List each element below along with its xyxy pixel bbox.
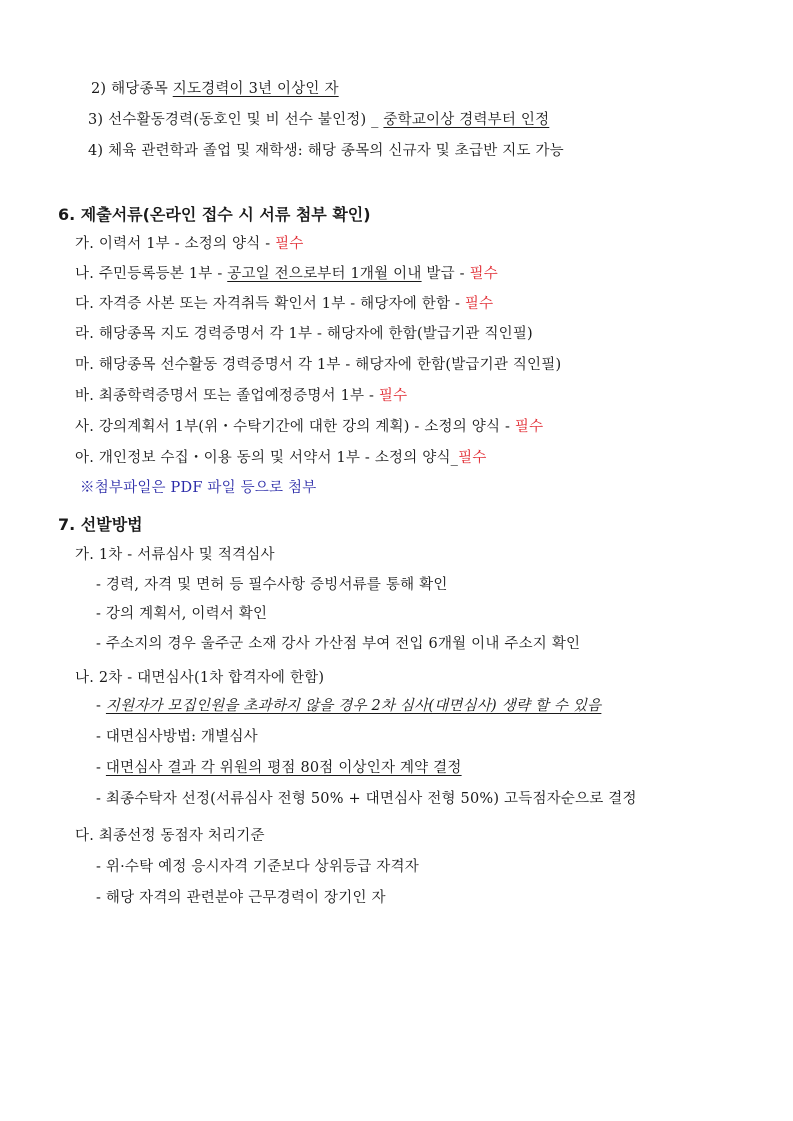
tiebreak-criteria: 다. 최종선정 동점자 처리기준 [75, 828, 265, 844]
required-label: 필수 [469, 266, 498, 282]
tiebreak-item: - 해당 자격의 관련분야 근무경력이 장기인 자 [96, 890, 386, 906]
section-7-title: 7. 선발방법 [58, 515, 143, 534]
required-label: 필수 [275, 236, 304, 252]
document-item-da [75, 294, 493, 314]
dash: - [96, 760, 106, 776]
document-item-sa-text: 사. 강의계획서 1부(위・수탁기간에 대한 강의 계획) - 소정의 양식 - [75, 419, 515, 435]
document-item-na-underlined: 공고일 전으로부터 1개월 이내 [227, 266, 422, 282]
attachment-note: ※첨부파일은 PDF 파일 등으로 첨부 [80, 480, 317, 496]
document-item-ra: 라. 해당종목 지도 경력증명서 각 1부 - 해당자에 한함(발급기관 직인필) [75, 326, 533, 342]
dash: - [96, 698, 106, 714]
qualification-item-4: 4) 체육 관련학과 졸업 및 재학생: 해당 종목의 신규자 및 초급반 지도 가능 [88, 143, 564, 159]
selection-step-2-note: 지원자가 모집인원을 초과하지 않을 경우 2차 심사(대면심사) 생략 할 수 있음 [105, 698, 602, 714]
qualification-item-2-prefix: 2) 해당종목 [91, 81, 173, 97]
document-item-na [75, 264, 498, 284]
section-6-title: 6. 제출서류(온라인 접수 시 서류 첨부 확인) [58, 205, 371, 224]
qualification-item-3-underlined: 중학교이상 경력부터 인정 [383, 112, 550, 128]
required-label: 필수 [514, 419, 544, 435]
required-label: 필수 [378, 388, 408, 404]
qualification-item-2-underlined: 지도경력이 3년 이상인 자 [172, 81, 339, 97]
required-label: 필수 [458, 450, 487, 466]
document-item-na-text: 나. 주민등록등본 1부 - [75, 266, 228, 282]
document-item-a-text: 아. 개인정보 수집・이용 동의 및 서약서 1부 - 소정의 양식_ [75, 450, 459, 466]
document-item-ba-text: 바. 최종학력증명서 또는 졸업예정증명서 1부 - [75, 388, 379, 404]
selection-step-1-item: - 주소지의 경우 울주군 소재 강사 가산점 부여 전입 6개월 이내 주소지 확인 [96, 636, 581, 652]
selection-step-1-item: - 강의 계획서, 이력서 확인 [96, 606, 268, 622]
selection-step-1: 가. 1차 - 서류심사 및 적격심사 [75, 547, 275, 563]
selection-step-1-item: - 경력, 자격 및 면허 등 필수사항 증빙서류를 통해 확인 [96, 577, 448, 593]
document-item-na-suffix: 발급 - [421, 266, 470, 282]
document-item-ba [75, 386, 407, 406]
selection-step-2-item [96, 696, 601, 716]
document-item-da-text: 다. 자격증 사본 또는 자격취득 확인서 1부 - 해당자에 한함 - [75, 296, 465, 312]
selection-step-2: 나. 2차 - 대면심사(1차 합격자에 한함) [75, 670, 325, 686]
tiebreak-item: - 위·수탁 예정 응시자격 기준보다 상위등급 자격자 [96, 859, 419, 875]
qualification-item-2 [91, 79, 339, 99]
document-item-ma: 마. 해당종목 선수활동 경력증명서 각 1부 - 해당자에 한함(발급기관 직인필) [75, 357, 562, 373]
document-item-a [75, 448, 487, 468]
selection-step-2-criteria: 대면심사 결과 각 위원의 평점 80점 이상인자 계약 결정 [105, 760, 462, 776]
document-item-sa [75, 417, 543, 437]
qualification-item-3 [88, 110, 549, 130]
selection-step-2-item: - 최종수탁자 선정(서류심사 전형 50% + 대면심사 전형 50%) 고득점자순으로 결정 [96, 791, 637, 807]
document-item-ga [75, 234, 304, 254]
required-label: 필수 [464, 296, 494, 312]
document-item-ga-text: 가. 이력서 1부 - 소정의 양식 - [75, 236, 276, 252]
qualification-item-3-prefix: 3) 선수활동경력(동호인 및 비 선수 불인정) _ [88, 112, 384, 128]
selection-step-2-item: - 대면심사방법: 개별심사 [96, 729, 258, 745]
selection-step-2-item [96, 758, 462, 778]
